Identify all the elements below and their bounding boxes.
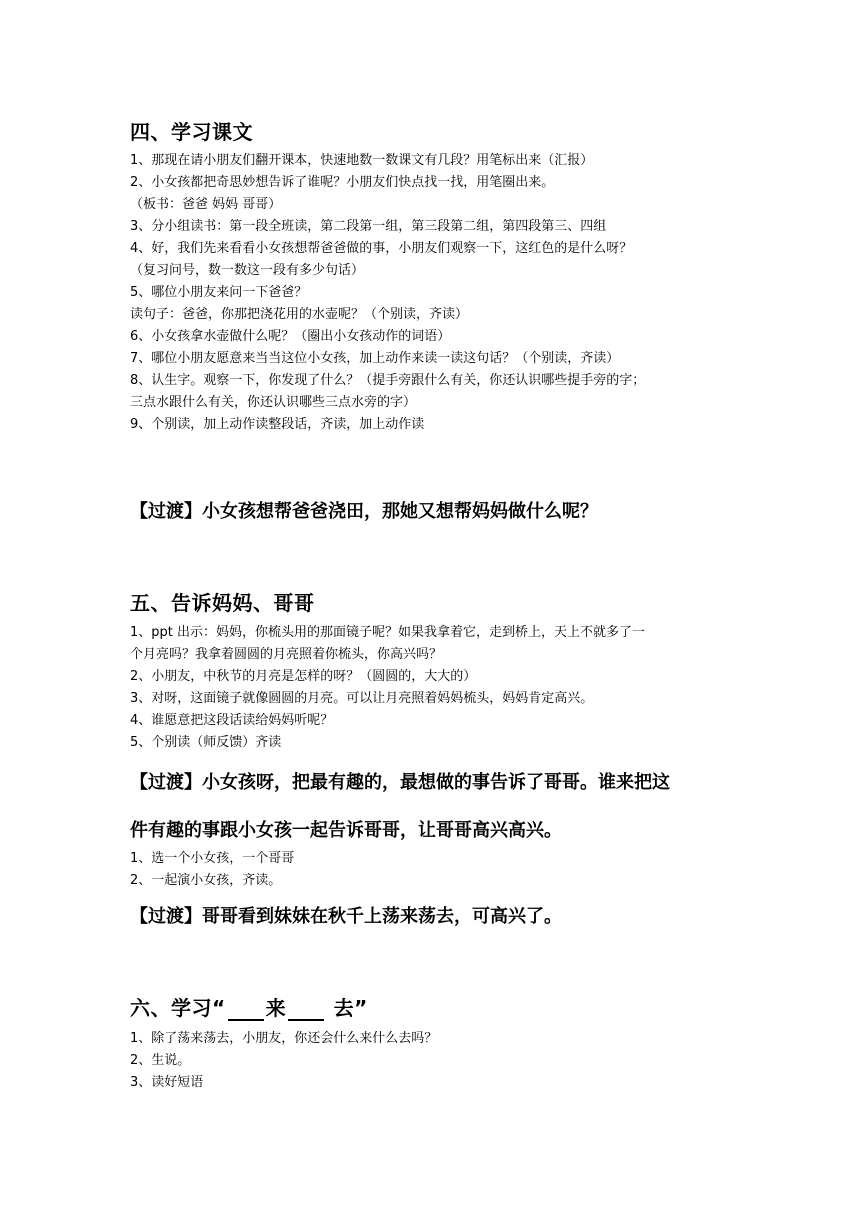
text-line: 2、小女孩都把奇思妙想告诉了谁呢？小朋友们快点找一找，用笔圈出来。 xyxy=(130,175,555,190)
section-6-heading-suffix: 去” xyxy=(333,996,368,1020)
text-line: 1、那现在请小朋友们翻开课本，快速地数一数课文有几段？用笔标出来（汇报） xyxy=(130,153,594,168)
section-5-heading: 五、告诉妈妈、哥哥 xyxy=(130,591,315,615)
section-5-body xyxy=(130,622,645,754)
text-line: （复习问号，数一数这一段有多少句话） xyxy=(130,263,365,278)
transition-3: 【过渡】哥哥看到妹妹在秋千上荡来荡去，可高兴了。 xyxy=(130,906,562,927)
transition-2-line-2: 件有趣的事跟小女孩一起告诉哥哥，让哥哥高兴高兴。 xyxy=(130,820,562,841)
text-line: 5、哪位小朋友来问一下爸爸？ xyxy=(130,285,308,300)
transition-1: 【过渡】小女孩想帮爸爸浇田，那她又想帮妈妈做什么呢？ xyxy=(130,501,598,522)
text-line: 9、个别读，加上动作读整段话，齐读，加上动作读 xyxy=(130,417,425,432)
text-line: 4、好，我们先来看看小女孩想帮爸爸做的事，小朋友们观察一下，这红色的是什么呀？ xyxy=(130,241,633,256)
text-line: 1、除了荡来荡去，小朋友，你还会什么来什么去吗？ xyxy=(130,1031,438,1046)
section-6-heading-middle: 来 xyxy=(265,996,287,1020)
text-line: （板书：爸爸 妈妈 哥哥） xyxy=(130,197,282,212)
section-5-roleplay xyxy=(130,848,294,892)
section-6-body xyxy=(130,1028,437,1094)
text-line: 6、小女孩拿水壶做什么呢？（圈出小女孩动作的词语） xyxy=(130,329,451,344)
transition-2-line-1: 【过渡】小女孩呀，把最有趣的，最想做的事告诉了哥哥。谁来把这 xyxy=(130,772,670,793)
text-line: 1、选一个小女孩，一个哥哥 xyxy=(130,851,295,866)
section-6-heading xyxy=(130,992,368,1021)
blank-line xyxy=(288,1001,324,1021)
text-line: 3、分小组读书：第一段全班读，第二段第一组，第三段第二组，第四段第三、四组 xyxy=(130,219,607,234)
text-line: 1、ppt 出示：妈妈，你梳头用的那面镜子呢？如果我拿着它，走到桥上，天上不就多了一 xyxy=(130,625,646,640)
section-6-heading-prefix: 六、学习“ xyxy=(130,996,226,1020)
section-4-body xyxy=(130,150,645,436)
text-line: 三点水跟什么有关，你还认识哪些三点水旁的字） xyxy=(130,395,417,410)
text-line: 2、生说。 xyxy=(130,1053,191,1068)
text-line: 3、读好短语 xyxy=(130,1075,204,1090)
text-line: 读句子：爸爸，你那把浇花用的水壶呢？（个别读，齐读） xyxy=(130,307,469,322)
text-line: 2、小朋友，中秋节的月亮是怎样的呀？（圆圆的，大大的） xyxy=(130,669,477,684)
text-line: 3、对呀，这面镜子就像圆圆的月亮。可以让月亮照着妈妈梳头，妈妈肯定高兴。 xyxy=(130,691,594,706)
text-line: 4、谁愿意把这段话读给妈妈听呢？ xyxy=(130,713,334,728)
blank-line xyxy=(228,1001,264,1021)
section-4-heading: 四、学习课文 xyxy=(130,120,253,144)
text-line: 5、个别读（师反馈）齐读 xyxy=(130,735,282,750)
text-line: 个月亮吗？我拿着圆圆的月亮照着你梳头，你高兴吗？ xyxy=(130,647,443,662)
text-line: 7、哪位小朋友愿意来当当这位小女孩，加上动作来读一读这句话？（个别读，齐读） xyxy=(130,351,620,366)
text-line: 2、一起演小女孩，齐读。 xyxy=(130,873,282,888)
text-line: 8、认生字。观察一下，你发现了什么？（提手旁跟什么有关，你还认识哪些提手旁的字； xyxy=(130,373,646,388)
